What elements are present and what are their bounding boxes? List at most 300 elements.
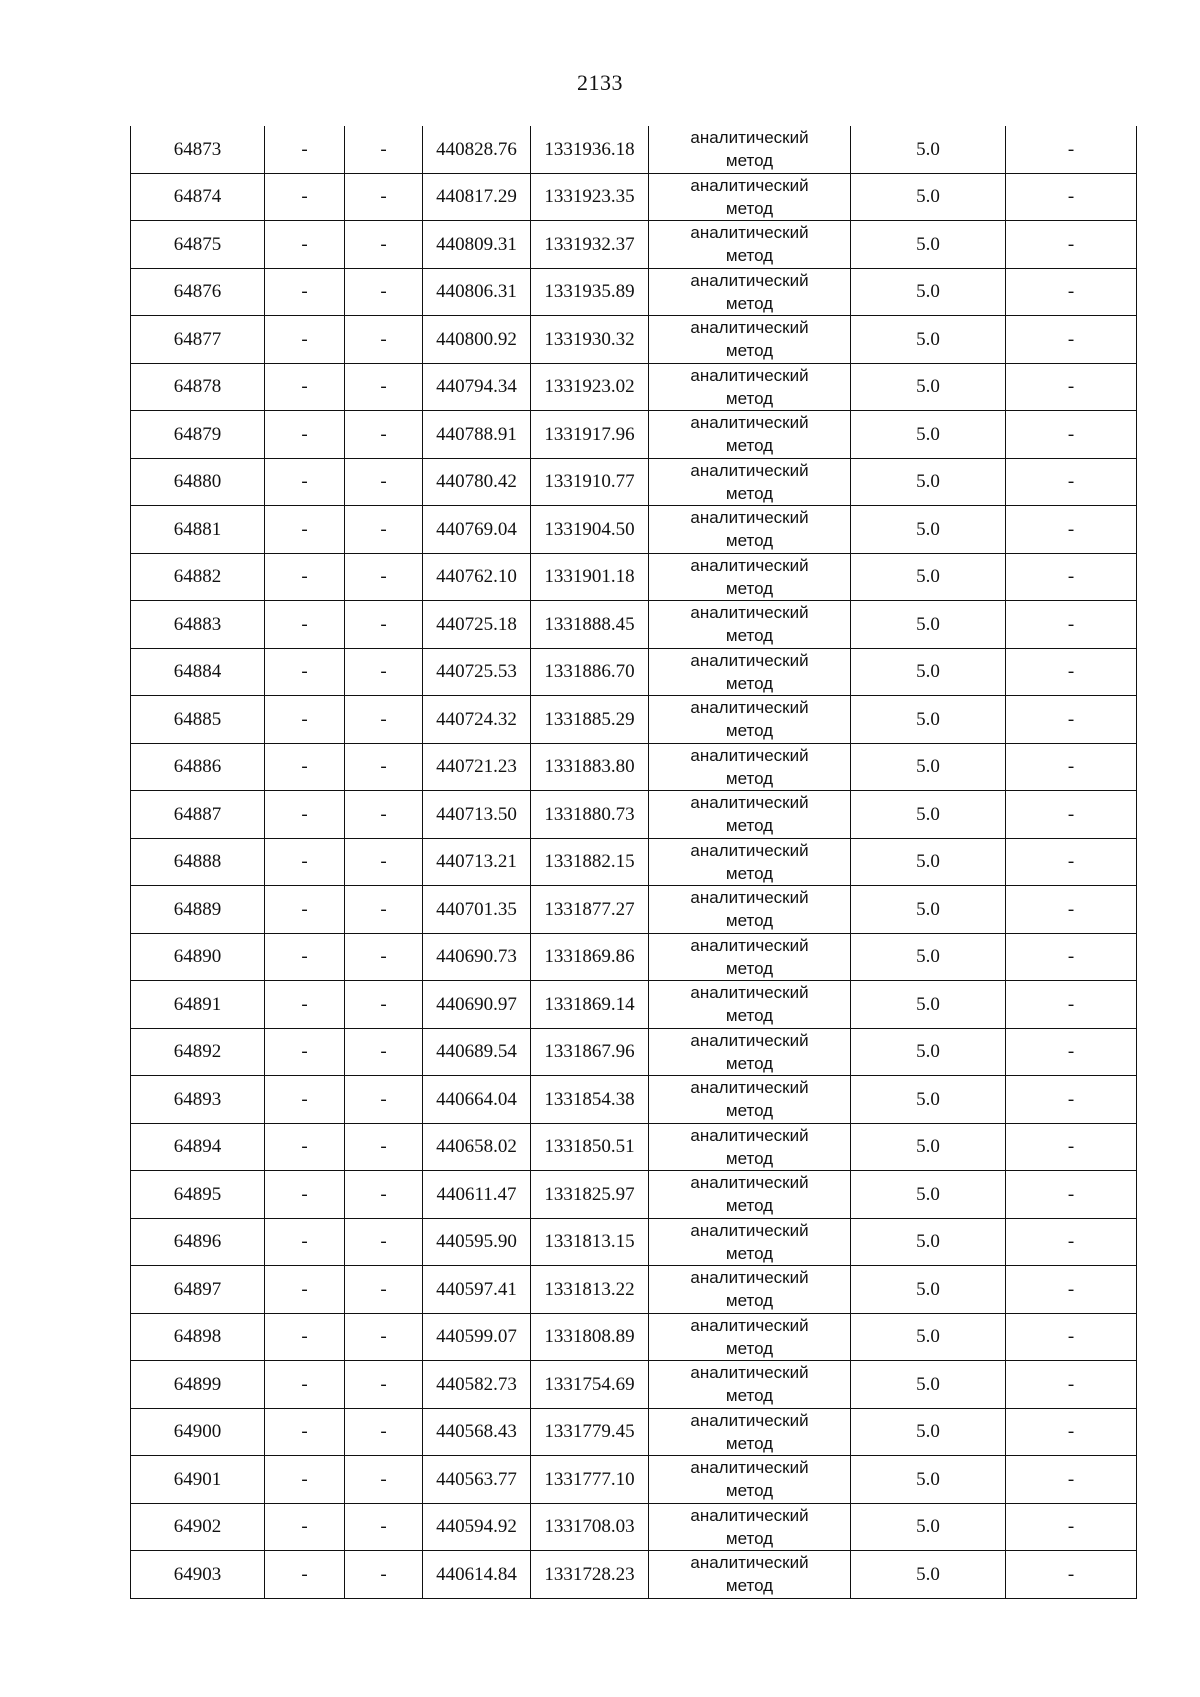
empty-dash-cell: -	[265, 1456, 345, 1504]
x-coordinate-cell: 440664.04	[423, 1076, 531, 1124]
method-cell	[649, 268, 851, 316]
table-row	[131, 648, 1137, 696]
method-cell	[649, 1266, 851, 1314]
method-label-line1: аналитический	[690, 318, 809, 338]
empty-dash-cell: -	[1006, 1456, 1137, 1504]
method-cell	[649, 648, 851, 696]
empty-dash-cell: -	[345, 363, 423, 411]
method-label-line1: аналитический	[690, 983, 809, 1003]
table-row	[131, 1266, 1137, 1314]
empty-dash-cell: -	[265, 458, 345, 506]
method-label-line1: аналитический	[690, 128, 809, 148]
x-coordinate-cell: 440817.29	[423, 173, 531, 221]
table-row	[131, 1171, 1137, 1219]
x-coordinate-cell: 440563.77	[423, 1456, 531, 1504]
y-coordinate-cell: 1331880.73	[531, 791, 649, 839]
x-coordinate-cell: 440611.47	[423, 1171, 531, 1219]
empty-dash-cell: -	[345, 1503, 423, 1551]
method-label-line2: метод	[725, 151, 774, 171]
empty-dash-cell: -	[1006, 411, 1137, 459]
empty-dash-cell: -	[345, 1076, 423, 1124]
accuracy-cell: 5.0	[851, 553, 1006, 601]
empty-dash-cell: -	[265, 743, 345, 791]
method-cell	[649, 1503, 851, 1551]
empty-dash-cell: -	[345, 1171, 423, 1219]
point-number-cell: 64881	[131, 506, 265, 554]
empty-dash-cell: -	[345, 458, 423, 506]
table-row	[131, 221, 1137, 269]
method-cell	[649, 933, 851, 981]
point-number-cell: 64887	[131, 791, 265, 839]
point-number-cell: 64901	[131, 1456, 265, 1504]
x-coordinate-cell: 440780.42	[423, 458, 531, 506]
method-label-line2: метод	[725, 341, 774, 361]
empty-dash-cell: -	[1006, 173, 1137, 221]
empty-dash-cell: -	[265, 553, 345, 601]
method-cell	[649, 316, 851, 364]
empty-dash-cell: -	[1006, 1503, 1137, 1551]
method-label-line2: метод	[725, 911, 774, 931]
y-coordinate-cell: 1331728.23	[531, 1551, 649, 1599]
method-label-line2: метод	[725, 1148, 774, 1168]
y-coordinate-cell: 1331904.50	[531, 506, 649, 554]
y-coordinate-cell: 1331813.22	[531, 1266, 649, 1314]
empty-dash-cell: -	[1006, 1218, 1137, 1266]
accuracy-cell: 5.0	[851, 221, 1006, 269]
point-number-cell: 64894	[131, 1123, 265, 1171]
accuracy-cell: 5.0	[851, 648, 1006, 696]
empty-dash-cell: -	[265, 1028, 345, 1076]
method-cell	[649, 791, 851, 839]
point-number-cell: 64886	[131, 743, 265, 791]
table-row	[131, 268, 1137, 316]
empty-dash-cell: -	[1006, 1171, 1137, 1219]
method-label-line1: аналитический	[690, 1125, 809, 1145]
empty-dash-cell: -	[345, 601, 423, 649]
table-row	[131, 933, 1137, 981]
method-label-line1: аналитический	[690, 840, 809, 860]
empty-dash-cell: -	[1006, 221, 1137, 269]
accuracy-cell: 5.0	[851, 601, 1006, 649]
x-coordinate-cell: 440599.07	[423, 1313, 531, 1361]
empty-dash-cell: -	[345, 1266, 423, 1314]
empty-dash-cell: -	[265, 363, 345, 411]
y-coordinate-cell: 1331708.03	[531, 1503, 649, 1551]
x-coordinate-cell: 440806.31	[423, 268, 531, 316]
point-number-cell: 64878	[131, 363, 265, 411]
method-label-line2: метод	[725, 1101, 774, 1121]
table-row	[131, 1503, 1137, 1551]
y-coordinate-cell: 1331930.32	[531, 316, 649, 364]
empty-dash-cell: -	[345, 648, 423, 696]
method-label-line1: аналитический	[690, 460, 809, 480]
method-cell	[649, 1361, 851, 1409]
empty-dash-cell: -	[1006, 601, 1137, 649]
empty-dash-cell: -	[1006, 1076, 1137, 1124]
method-label-line2: метод	[725, 863, 774, 883]
empty-dash-cell: -	[265, 1266, 345, 1314]
accuracy-cell: 5.0	[851, 1028, 1006, 1076]
empty-dash-cell: -	[345, 1551, 423, 1599]
empty-dash-cell: -	[265, 838, 345, 886]
table-row	[131, 1218, 1137, 1266]
coordinates-table	[130, 126, 1137, 1599]
method-label-line2: метод	[725, 198, 774, 218]
method-cell	[649, 126, 851, 173]
y-coordinate-cell: 1331936.18	[531, 126, 649, 173]
empty-dash-cell: -	[345, 506, 423, 554]
point-number-cell: 64900	[131, 1408, 265, 1456]
accuracy-cell: 5.0	[851, 268, 1006, 316]
empty-dash-cell: -	[345, 886, 423, 934]
empty-dash-cell: -	[1006, 648, 1137, 696]
table-row	[131, 363, 1137, 411]
point-number-cell: 64896	[131, 1218, 265, 1266]
point-number-cell: 64875	[131, 221, 265, 269]
empty-dash-cell: -	[1006, 743, 1137, 791]
accuracy-cell: 5.0	[851, 1361, 1006, 1409]
method-label-line1: аналитический	[690, 1078, 809, 1098]
y-coordinate-cell: 1331917.96	[531, 411, 649, 459]
y-coordinate-cell: 1331825.97	[531, 1171, 649, 1219]
table-row	[131, 411, 1137, 459]
x-coordinate-cell: 440614.84	[423, 1551, 531, 1599]
accuracy-cell: 5.0	[851, 696, 1006, 744]
table-body	[131, 126, 1137, 1598]
accuracy-cell: 5.0	[851, 1076, 1006, 1124]
empty-dash-cell: -	[345, 173, 423, 221]
method-label-line1: аналитический	[690, 365, 809, 385]
y-coordinate-cell: 1331923.02	[531, 363, 649, 411]
y-coordinate-cell: 1331901.18	[531, 553, 649, 601]
empty-dash-cell: -	[265, 696, 345, 744]
method-cell	[649, 838, 851, 886]
empty-dash-cell: -	[1006, 506, 1137, 554]
accuracy-cell: 5.0	[851, 981, 1006, 1029]
method-label-line1: аналитический	[690, 745, 809, 765]
method-label-line1: аналитический	[690, 1030, 809, 1050]
y-coordinate-cell: 1331910.77	[531, 458, 649, 506]
empty-dash-cell: -	[345, 1361, 423, 1409]
method-cell	[649, 1218, 851, 1266]
method-cell	[649, 1028, 851, 1076]
accuracy-cell: 5.0	[851, 1266, 1006, 1314]
method-label-line1: аналитический	[690, 1173, 809, 1193]
empty-dash-cell: -	[1006, 268, 1137, 316]
table-row	[131, 886, 1137, 934]
method-label-line1: аналитический	[690, 1315, 809, 1335]
empty-dash-cell: -	[345, 553, 423, 601]
y-coordinate-cell: 1331888.45	[531, 601, 649, 649]
empty-dash-cell: -	[265, 173, 345, 221]
x-coordinate-cell: 440689.54	[423, 1028, 531, 1076]
method-cell	[649, 1171, 851, 1219]
y-coordinate-cell: 1331777.10	[531, 1456, 649, 1504]
method-label-line1: аналитический	[690, 1268, 809, 1288]
method-label-line2: метод	[725, 958, 774, 978]
y-coordinate-cell: 1331808.89	[531, 1313, 649, 1361]
y-coordinate-cell: 1331886.70	[531, 648, 649, 696]
empty-dash-cell: -	[1006, 1408, 1137, 1456]
point-number-cell: 64893	[131, 1076, 265, 1124]
accuracy-cell: 5.0	[851, 1456, 1006, 1504]
empty-dash-cell: -	[345, 933, 423, 981]
x-coordinate-cell: 440725.53	[423, 648, 531, 696]
empty-dash-cell: -	[345, 791, 423, 839]
table-row	[131, 316, 1137, 364]
table-row	[131, 1123, 1137, 1171]
empty-dash-cell: -	[265, 1503, 345, 1551]
empty-dash-cell: -	[1006, 1266, 1137, 1314]
method-label-line2: метод	[725, 721, 774, 741]
method-cell	[649, 743, 851, 791]
empty-dash-cell: -	[265, 1171, 345, 1219]
accuracy-cell: 5.0	[851, 1503, 1006, 1551]
accuracy-cell: 5.0	[851, 1218, 1006, 1266]
empty-dash-cell: -	[1006, 126, 1137, 173]
empty-dash-cell: -	[345, 1028, 423, 1076]
x-coordinate-cell: 440690.73	[423, 933, 531, 981]
point-number-cell: 64888	[131, 838, 265, 886]
x-coordinate-cell: 440809.31	[423, 221, 531, 269]
method-label-line1: аналитический	[690, 1410, 809, 1430]
empty-dash-cell: -	[345, 1408, 423, 1456]
method-label-line1: аналитический	[690, 508, 809, 528]
empty-dash-cell: -	[1006, 696, 1137, 744]
method-label-line2: метод	[725, 578, 774, 598]
point-number-cell: 64890	[131, 933, 265, 981]
x-coordinate-cell: 440769.04	[423, 506, 531, 554]
method-label-line1: аналитический	[690, 223, 809, 243]
accuracy-cell: 5.0	[851, 1408, 1006, 1456]
empty-dash-cell: -	[1006, 1123, 1137, 1171]
empty-dash-cell: -	[265, 1218, 345, 1266]
y-coordinate-cell: 1331869.86	[531, 933, 649, 981]
table-row	[131, 1551, 1137, 1599]
point-number-cell: 64897	[131, 1266, 265, 1314]
method-label-line2: метод	[725, 1006, 774, 1026]
empty-dash-cell: -	[265, 126, 345, 173]
method-label-line2: метод	[725, 1576, 774, 1596]
x-coordinate-cell: 440788.91	[423, 411, 531, 459]
table-row	[131, 743, 1137, 791]
table-row	[131, 838, 1137, 886]
empty-dash-cell: -	[1006, 553, 1137, 601]
table-row	[131, 696, 1137, 744]
method-cell	[649, 173, 851, 221]
accuracy-cell: 5.0	[851, 458, 1006, 506]
method-label-line2: метод	[725, 1291, 774, 1311]
method-label-line2: метод	[725, 531, 774, 551]
point-number-cell: 64882	[131, 553, 265, 601]
empty-dash-cell: -	[345, 1456, 423, 1504]
empty-dash-cell: -	[1006, 933, 1137, 981]
table-row	[131, 1076, 1137, 1124]
point-number-cell: 64895	[131, 1171, 265, 1219]
method-cell	[649, 1551, 851, 1599]
empty-dash-cell: -	[345, 838, 423, 886]
method-label-line1: аналитический	[690, 793, 809, 813]
method-label-line1: аналитический	[690, 888, 809, 908]
empty-dash-cell: -	[1006, 886, 1137, 934]
empty-dash-cell: -	[265, 1408, 345, 1456]
x-coordinate-cell: 440597.41	[423, 1266, 531, 1314]
table-row	[131, 1456, 1137, 1504]
y-coordinate-cell: 1331935.89	[531, 268, 649, 316]
method-cell	[649, 1123, 851, 1171]
table-row	[131, 458, 1137, 506]
method-cell	[649, 1408, 851, 1456]
method-cell	[649, 553, 851, 601]
y-coordinate-cell: 1331877.27	[531, 886, 649, 934]
method-cell	[649, 1076, 851, 1124]
method-cell	[649, 1313, 851, 1361]
empty-dash-cell: -	[1006, 316, 1137, 364]
empty-dash-cell: -	[1006, 1313, 1137, 1361]
accuracy-cell: 5.0	[851, 1551, 1006, 1599]
point-number-cell: 64877	[131, 316, 265, 364]
accuracy-cell: 5.0	[851, 1123, 1006, 1171]
empty-dash-cell: -	[265, 981, 345, 1029]
empty-dash-cell: -	[1006, 1361, 1137, 1409]
page-number: 2133	[577, 70, 623, 95]
method-label-line2: метод	[725, 1386, 774, 1406]
method-label-line2: метод	[725, 673, 774, 693]
accuracy-cell: 5.0	[851, 173, 1006, 221]
y-coordinate-cell: 1331883.80	[531, 743, 649, 791]
empty-dash-cell: -	[265, 221, 345, 269]
y-coordinate-cell: 1331932.37	[531, 221, 649, 269]
method-cell	[649, 886, 851, 934]
empty-dash-cell: -	[265, 411, 345, 459]
point-number-cell: 64885	[131, 696, 265, 744]
method-cell	[649, 458, 851, 506]
method-cell	[649, 506, 851, 554]
x-coordinate-cell: 440828.76	[423, 126, 531, 173]
x-coordinate-cell: 440762.10	[423, 553, 531, 601]
table-row	[131, 126, 1137, 173]
method-cell	[649, 411, 851, 459]
empty-dash-cell: -	[265, 1551, 345, 1599]
empty-dash-cell: -	[265, 1313, 345, 1361]
method-cell	[649, 601, 851, 649]
empty-dash-cell: -	[1006, 791, 1137, 839]
x-coordinate-cell: 440713.50	[423, 791, 531, 839]
method-label-line1: аналитический	[690, 603, 809, 623]
empty-dash-cell: -	[1006, 458, 1137, 506]
empty-dash-cell: -	[265, 268, 345, 316]
point-number-cell: 64902	[131, 1503, 265, 1551]
method-label-line2: метод	[725, 1243, 774, 1263]
y-coordinate-cell: 1331867.96	[531, 1028, 649, 1076]
method-label-line2: метод	[725, 1196, 774, 1216]
accuracy-cell: 5.0	[851, 838, 1006, 886]
empty-dash-cell: -	[345, 126, 423, 173]
empty-dash-cell: -	[265, 791, 345, 839]
accuracy-cell: 5.0	[851, 1171, 1006, 1219]
method-label-line2: метод	[725, 1053, 774, 1073]
accuracy-cell: 5.0	[851, 743, 1006, 791]
empty-dash-cell: -	[345, 696, 423, 744]
point-number-cell: 64889	[131, 886, 265, 934]
table-row	[131, 981, 1137, 1029]
method-label-line1: аналитический	[690, 1363, 809, 1383]
y-coordinate-cell: 1331923.35	[531, 173, 649, 221]
empty-dash-cell: -	[265, 1361, 345, 1409]
point-number-cell: 64880	[131, 458, 265, 506]
y-coordinate-cell: 1331779.45	[531, 1408, 649, 1456]
table-row	[131, 1361, 1137, 1409]
method-label-line1: аналитический	[690, 650, 809, 670]
method-label-line2: метод	[725, 816, 774, 836]
method-label-line1: аналитический	[690, 1505, 809, 1525]
point-number-cell: 64898	[131, 1313, 265, 1361]
y-coordinate-cell: 1331882.15	[531, 838, 649, 886]
table-row	[131, 553, 1137, 601]
empty-dash-cell: -	[1006, 363, 1137, 411]
x-coordinate-cell: 440594.92	[423, 1503, 531, 1551]
point-number-cell: 64883	[131, 601, 265, 649]
x-coordinate-cell: 440721.23	[423, 743, 531, 791]
y-coordinate-cell: 1331813.15	[531, 1218, 649, 1266]
empty-dash-cell: -	[345, 1313, 423, 1361]
table-row	[131, 1313, 1137, 1361]
method-label-line2: метод	[725, 626, 774, 646]
empty-dash-cell: -	[345, 1123, 423, 1171]
empty-dash-cell: -	[345, 411, 423, 459]
method-cell	[649, 221, 851, 269]
empty-dash-cell: -	[345, 1218, 423, 1266]
method-cell	[649, 696, 851, 744]
x-coordinate-cell: 440701.35	[423, 886, 531, 934]
method-cell	[649, 363, 851, 411]
method-label-line2: метод	[725, 436, 774, 456]
table-row	[131, 791, 1137, 839]
point-number-cell: 64892	[131, 1028, 265, 1076]
empty-dash-cell: -	[345, 743, 423, 791]
table-row	[131, 506, 1137, 554]
y-coordinate-cell: 1331869.14	[531, 981, 649, 1029]
point-number-cell: 64884	[131, 648, 265, 696]
method-label-line2: метод	[725, 1433, 774, 1453]
x-coordinate-cell: 440794.34	[423, 363, 531, 411]
empty-dash-cell: -	[265, 1076, 345, 1124]
point-number-cell: 64879	[131, 411, 265, 459]
table-row	[131, 1028, 1137, 1076]
empty-dash-cell: -	[345, 268, 423, 316]
point-number-cell: 64873	[131, 126, 265, 173]
accuracy-cell: 5.0	[851, 886, 1006, 934]
method-label-line1: аналитический	[690, 935, 809, 955]
point-number-cell: 64899	[131, 1361, 265, 1409]
point-number-cell: 64876	[131, 268, 265, 316]
accuracy-cell: 5.0	[851, 363, 1006, 411]
method-label-line1: аналитический	[690, 1553, 809, 1573]
method-label-line2: метод	[725, 1481, 774, 1501]
empty-dash-cell: -	[265, 648, 345, 696]
method-label-line2: метод	[725, 246, 774, 266]
x-coordinate-cell: 440690.97	[423, 981, 531, 1029]
method-cell	[649, 981, 851, 1029]
method-label-line2: метод	[725, 1528, 774, 1548]
method-label-line1: аналитический	[690, 698, 809, 718]
empty-dash-cell: -	[1006, 1551, 1137, 1599]
empty-dash-cell: -	[265, 506, 345, 554]
x-coordinate-cell: 440658.02	[423, 1123, 531, 1171]
method-label-line1: аналитический	[690, 1458, 809, 1478]
method-label-line1: аналитический	[690, 1220, 809, 1240]
method-label-line1: аналитический	[690, 555, 809, 575]
